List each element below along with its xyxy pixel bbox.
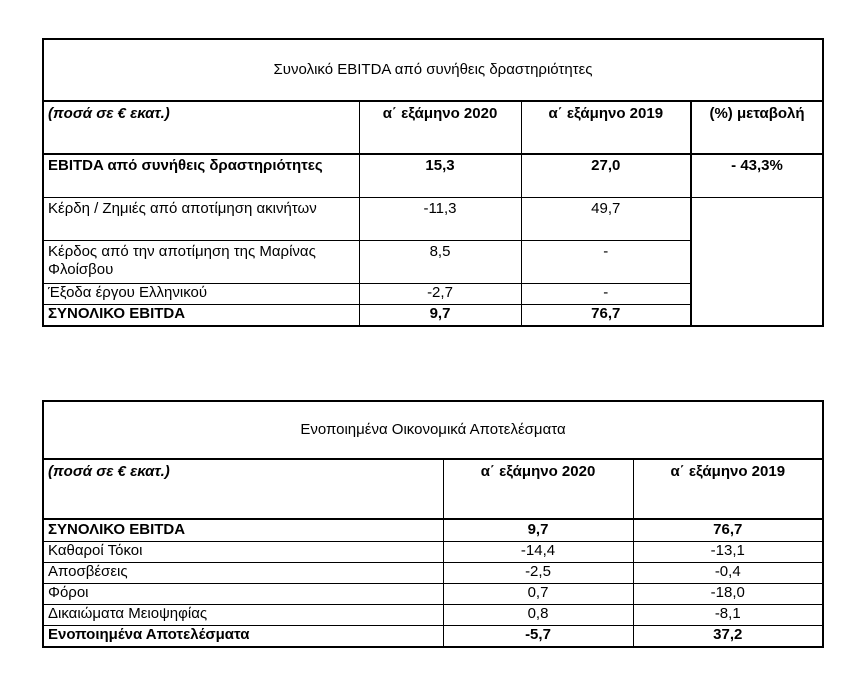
value-2019: -	[521, 284, 691, 305]
ebitda-table	[42, 38, 824, 327]
value-2019: 76,7	[633, 519, 823, 542]
row-label: ΣΥΝΟΛΙΚΟ EBITDA	[43, 519, 443, 542]
value-2019: -0,4	[633, 563, 823, 584]
value-2020: -11,3	[359, 198, 521, 241]
header-h1-2020: α΄ εξάμηνο 2020	[359, 101, 521, 154]
header-change-percent: (%) μεταβολή	[691, 101, 823, 154]
value-2019: 76,7	[521, 305, 691, 327]
consolidated-table-title: Ενοποιημένα Οικονομικά Αποτελέσματα	[43, 401, 823, 459]
row-label: ΣΥΝΟΛΙΚΟ EBITDA	[43, 305, 359, 327]
value-2020: 9,7	[359, 305, 521, 327]
ebitda-table-title: Συνολικό EBITDA από συνήθεις δραστηριότητες	[43, 39, 823, 101]
value-2020: -2,7	[359, 284, 521, 305]
empty-change-cell	[691, 198, 823, 327]
header-amounts-unit: (ποσά σε € εκατ.)	[43, 459, 443, 519]
row-label: EBITDA από συνήθεις δραστηριότητες	[43, 154, 359, 198]
value-2019: 49,7	[521, 198, 691, 241]
value-2020: 0,7	[443, 584, 633, 605]
consolidated-results-table	[42, 400, 824, 648]
value-2019: 27,0	[521, 154, 691, 198]
value-2020: 0,8	[443, 605, 633, 626]
row-label: Αποσβέσεις	[43, 563, 443, 584]
value-2020: 8,5	[359, 241, 521, 284]
header-h1-2019: α΄ εξάμηνο 2019	[633, 459, 823, 519]
value-2020: -14,4	[443, 542, 633, 563]
row-label: Φόροι	[43, 584, 443, 605]
value-2020: -5,7	[443, 626, 633, 648]
value-2019: -13,1	[633, 542, 823, 563]
value-2020: -2,5	[443, 563, 633, 584]
value-2019: -18,0	[633, 584, 823, 605]
header-h1-2020: α΄ εξάμηνο 2020	[443, 459, 633, 519]
row-label: Έξοδα έργου Ελληνικού	[43, 284, 359, 305]
row-label: Καθαροί Τόκοι	[43, 542, 443, 563]
row-label: Δικαιώματα Μειοψηφίας	[43, 605, 443, 626]
row-label: Κέρδη / Ζημιές από αποτίμηση ακινήτων	[43, 198, 359, 241]
row-label: Ενοποιημένα Αποτελέσματα	[43, 626, 443, 648]
value-2019: -8,1	[633, 605, 823, 626]
value-2019: 37,2	[633, 626, 823, 648]
value-2020: 15,3	[359, 154, 521, 198]
value-2019: -	[521, 241, 691, 284]
header-h1-2019: α΄ εξάμηνο 2019	[521, 101, 691, 154]
value-change: - 43,3%	[691, 154, 823, 198]
row-label: Κέρδος από την αποτίμηση της Μαρίνας Φλοίσβου	[43, 241, 359, 284]
value-2020: 9,7	[443, 519, 633, 542]
header-amounts-unit: (ποσά σε € εκατ.)	[43, 101, 359, 154]
